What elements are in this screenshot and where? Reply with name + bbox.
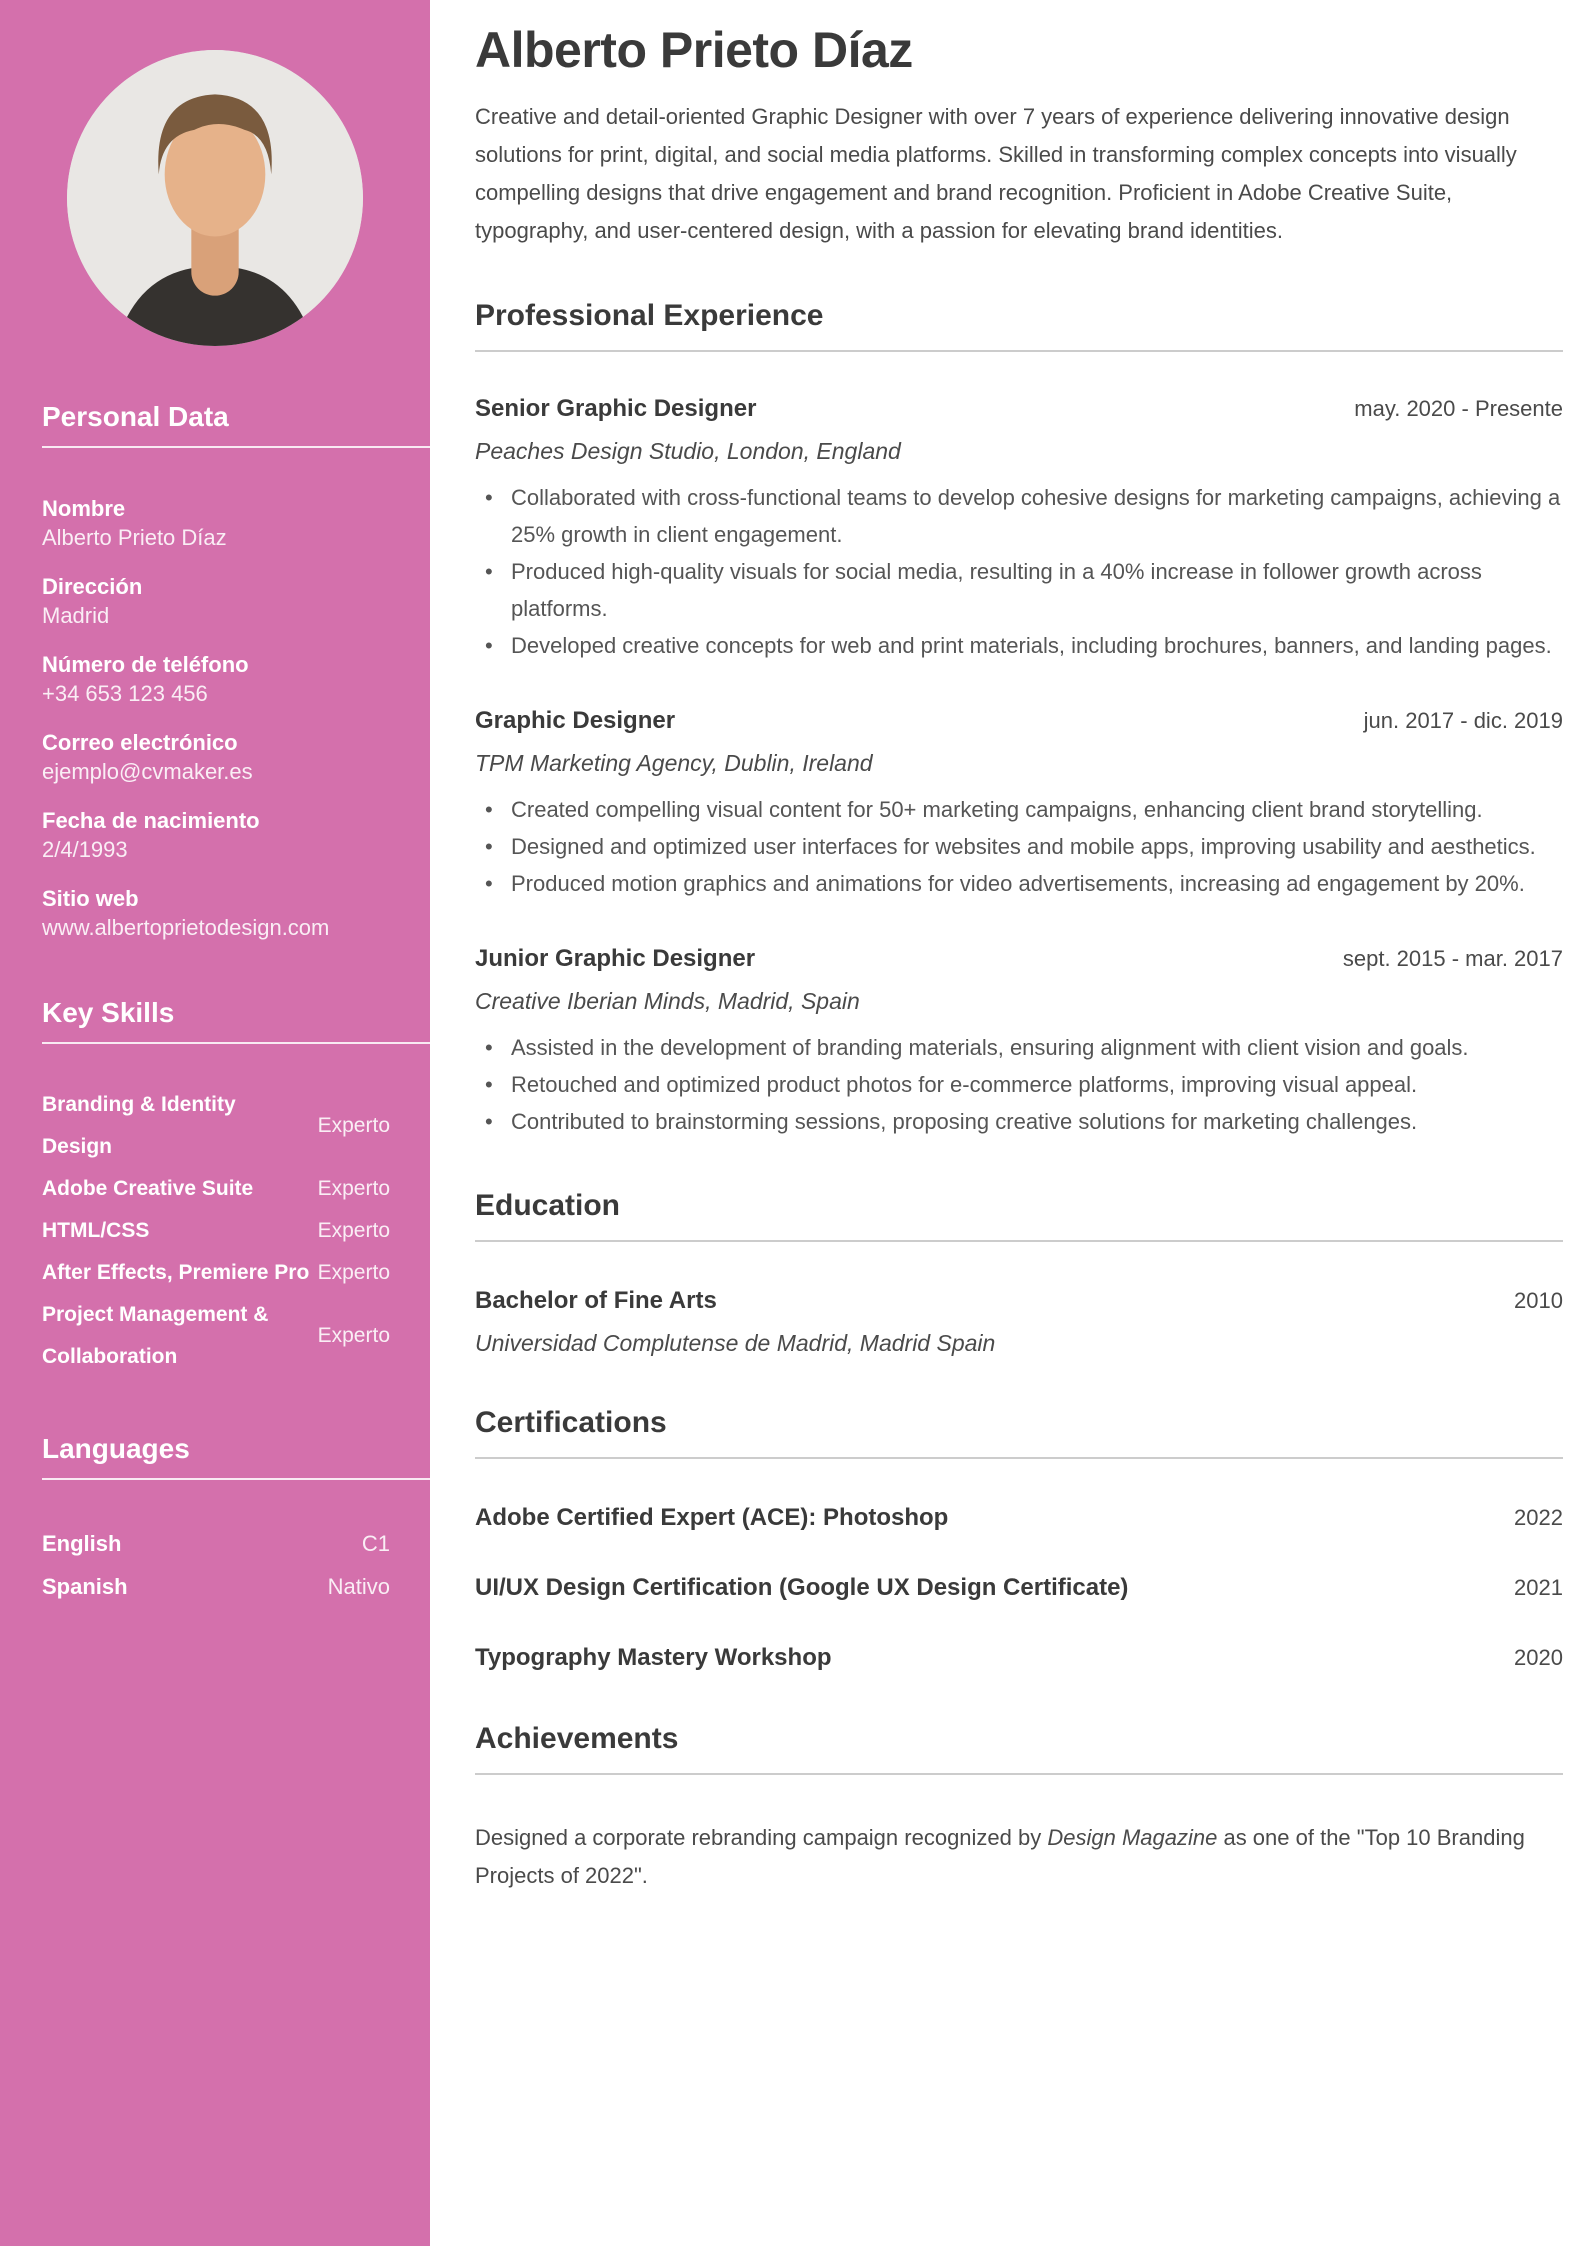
job-header	[475, 944, 1563, 974]
job-company: TPM Marketing Agency, Dublin, Ireland	[475, 750, 873, 776]
field-direccion	[42, 572, 390, 630]
job-bullet: • Created compelling visual content for 50+ marketing campaigns, enhancing client brand storytelling.	[475, 791, 1563, 828]
skill-row	[42, 1210, 390, 1252]
job-company: Creative Iberian Minds, Madrid, Spain	[475, 988, 860, 1014]
job-bullet: • Collaborated with cross-functional teams to develop cohesive designs for marketing campaigns, achieving a 25% growth in client engagement.	[475, 479, 1563, 553]
language-level: Nativo	[327, 1574, 390, 1599]
job-dates: jun. 2017 - dic. 2019	[1363, 708, 1563, 733]
job-bullet: • Retouched and optimized product photos for e-commerce platforms, improving visual appeal.	[475, 1066, 1563, 1103]
certifications-heading: Certifications	[475, 1406, 667, 1439]
person-avatar-icon	[67, 50, 363, 346]
job-header	[475, 706, 1563, 736]
field-sitio-web	[42, 884, 390, 942]
language-level: C1	[361, 1531, 390, 1556]
section-divider	[475, 1240, 1563, 1242]
skill-level: Experto	[317, 1219, 390, 1242]
personal-data-heading: Personal Data	[42, 401, 229, 432]
job-bullet: • Designed and optimized user interfaces for websites and mobile apps, improving usability and aesthetics.	[475, 828, 1563, 865]
certification-year: 2021	[1514, 1575, 1563, 1600]
job-entry	[475, 706, 1563, 902]
degree-title: Bachelor of Fine Arts	[475, 1287, 717, 1314]
job-dates: may. 2020 - Presente	[1354, 396, 1563, 421]
field-label: Fecha de nacimiento	[42, 808, 260, 833]
language-row	[42, 1522, 390, 1565]
job-title: Senior Graphic Designer	[475, 395, 757, 422]
key-skills-section	[0, 996, 430, 1378]
field-value-website: www.albertoprietodesign.com	[42, 915, 330, 940]
job-bullet: • Developed creative concepts for web and print materials, including brochures, banners, and landing pages.	[475, 627, 1563, 664]
field-telefono	[42, 650, 390, 708]
job-entry	[475, 944, 1563, 1140]
section-divider	[475, 1773, 1563, 1775]
achievement-text-after: as one of the "Top 10 Branding Projects of 2022".	[475, 1825, 1525, 1888]
languages-heading: Languages	[42, 1433, 190, 1464]
sidebar-divider	[42, 446, 430, 448]
job-company: Peaches Design Studio, London, England	[475, 438, 901, 464]
field-correo	[42, 728, 390, 786]
language-name: English	[42, 1531, 122, 1556]
personal-fields	[42, 494, 390, 942]
job-bullet: • Produced high-quality visuals for social media, resulting in a 40% increase in follower growth across platforms.	[475, 553, 1563, 627]
field-value: Madrid	[42, 603, 110, 628]
education-entry	[475, 1286, 1563, 1357]
achievement-entry	[475, 1819, 1563, 1895]
skill-row	[42, 1252, 390, 1294]
field-value: Alberto Prieto Díaz	[42, 525, 227, 550]
job-bullet-list	[475, 479, 1563, 664]
field-value: 2/4/1993	[42, 837, 128, 862]
certification-title: UI/UX Design Certification (Google UX Design Certificate)	[475, 1574, 1129, 1601]
field-nacimiento	[42, 806, 390, 864]
skill-list	[42, 1084, 390, 1378]
job-bullet-list	[475, 1029, 1563, 1140]
field-label: Nombre	[42, 496, 126, 521]
key-skills-heading: Key Skills	[42, 997, 175, 1028]
sidebar-divider	[42, 1042, 430, 1044]
certification-year: 2020	[1514, 1645, 1563, 1670]
skill-name: Adobe Creative Suite	[42, 1177, 254, 1200]
sidebar-divider	[42, 1478, 430, 1480]
section-divider	[475, 350, 1563, 352]
personal-data-section	[0, 400, 430, 942]
field-value-email: ejemplo@cvmaker.es	[42, 759, 253, 784]
job-title: Junior Graphic Designer	[475, 945, 756, 972]
profile-photo	[67, 50, 363, 346]
page-title: Alberto Prieto Díaz	[475, 22, 913, 78]
skill-name: HTML/CSS	[42, 1219, 150, 1242]
certification-year: 2022	[1514, 1505, 1563, 1530]
language-name: Spanish	[42, 1574, 128, 1599]
skill-name: Branding & Identity Design	[42, 1093, 236, 1158]
field-nombre	[42, 494, 390, 552]
skill-row	[42, 1294, 390, 1378]
job-header	[475, 394, 1563, 424]
skill-level: Experto	[317, 1177, 390, 1200]
education-header	[475, 1286, 1563, 1316]
language-row	[42, 1565, 390, 1608]
skill-name: Project Management & Collaboration	[42, 1303, 269, 1368]
field-label: Dirección	[42, 574, 143, 599]
job-title: Graphic Designer	[475, 707, 676, 734]
achievement-text-before: Designed a corporate rebranding campaign recognized by	[475, 1825, 1048, 1850]
skill-row	[42, 1168, 390, 1210]
language-list	[42, 1522, 390, 1608]
job-bullet: • Produced motion graphics and animations for video advertisements, increasing ad engagement by 20%.	[475, 865, 1563, 902]
field-value: +34 653 123 456	[42, 681, 208, 706]
languages-section	[0, 1432, 430, 1608]
job-bullet: • Contributed to brainstorming sessions, proposing creative solutions for marketing challenges.	[475, 1103, 1563, 1140]
field-label: Número de teléfono	[42, 652, 249, 677]
job-entry	[475, 394, 1563, 664]
certification-title: Adobe Certified Expert (ACE): Photoshop	[475, 1504, 949, 1531]
certification-entry	[475, 1573, 1563, 1603]
skill-level: Experto	[317, 1261, 390, 1284]
education-heading: Education	[475, 1189, 621, 1222]
field-label: Sitio web	[42, 886, 139, 911]
skill-row	[42, 1084, 390, 1168]
skill-level: Experto	[317, 1324, 390, 1347]
achievement-magazine-name: Design Magazine	[1047, 1825, 1218, 1850]
certification-title: Typography Mastery Workshop	[475, 1644, 832, 1671]
experience-heading: Professional Experience	[475, 299, 824, 332]
sidebar	[0, 0, 430, 2246]
profile-summary: Creative and detail-oriented Graphic Designer with over 7 years of experience delivering innovative design solutions for print, digital, and social media platforms. Skilled in transforming complex concepts into visually compelling designs that drive engagement and brand recognition. Proficient in Adobe Creative Suite, typography, and user-centered design, with a passion for elevating brand identities.	[475, 104, 1517, 243]
school-name: Universidad Complutense de Madrid, Madrid Spain	[475, 1330, 996, 1356]
skill-name: After Effects, Premiere Pro	[42, 1261, 310, 1284]
field-label: Correo electrónico	[42, 730, 238, 755]
degree-year: 2010	[1514, 1288, 1563, 1313]
section-divider	[475, 1457, 1563, 1459]
certification-entry	[475, 1643, 1563, 1673]
main-content	[430, 0, 1588, 2246]
job-bullet-list	[475, 791, 1563, 902]
achievements-heading: Achievements	[475, 1722, 679, 1755]
job-bullet: • Assisted in the development of branding materials, ensuring alignment with client vision and goals.	[475, 1029, 1563, 1066]
job-dates: sept. 2015 - mar. 2017	[1342, 946, 1563, 971]
certification-entry	[475, 1503, 1563, 1533]
skill-level: Experto	[317, 1114, 390, 1137]
